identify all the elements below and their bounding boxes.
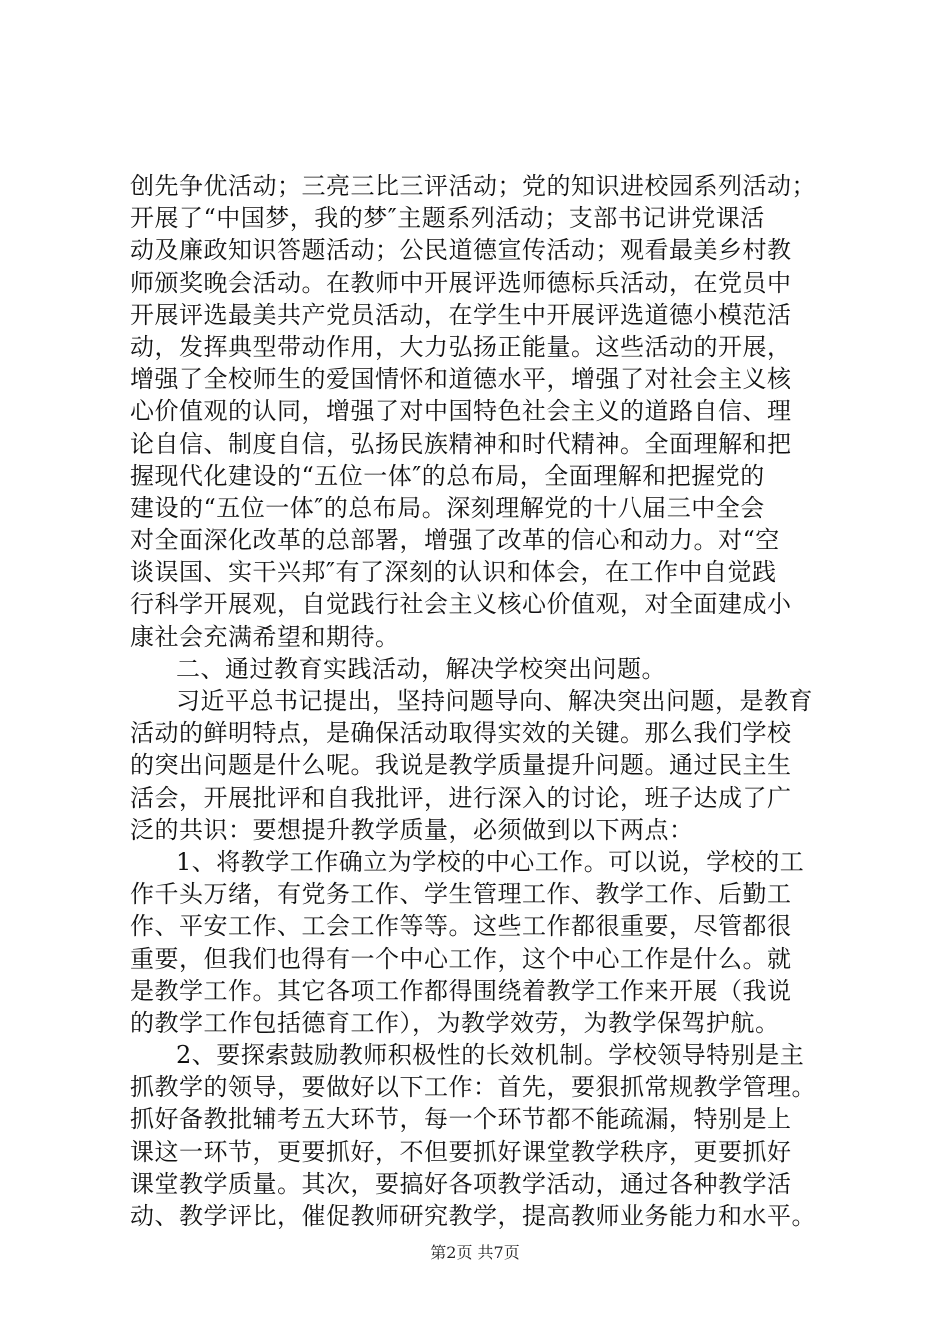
- text-line: 动，发挥典型带动作用，大力弘扬正能量。这些活动的开展，: [130, 332, 792, 361]
- text-line: 作千头万绪，有党务工作、学生管理工作、教学工作、后勤工: [130, 880, 792, 909]
- text-line: 对全面深化改革的总部署，增强了改革的信心和动力。对“空: [130, 526, 780, 555]
- text-line: 开展评选最美共产党员活动，在学生中开展评选道德小模范活: [130, 300, 792, 329]
- text-line: 行科学开展观，自觉践行社会主义核心价值观，对全面建成小: [130, 590, 792, 619]
- text-line: 开展了“中国梦，我的梦″主题系列活动；支部书记讲党课活: [130, 204, 765, 233]
- paragraph-start: 1、将教学工作确立为学校的中心工作。可以说，学校的工: [176, 847, 805, 876]
- text-line: 课这一环节，更要抓好，不但要抓好课堂教学秩序，更要抓好: [130, 1137, 792, 1166]
- paragraph-start: 习近平总书记提出，坚持问题导向、解决突出问题，是教育: [176, 687, 813, 715]
- text-line: 是教学工作。其它各项工作都得围绕着教学工作来开展（我说: [130, 976, 792, 1005]
- text-line: 重要，但我们也得有一个中心工作，这个中心工作是什么。就: [130, 944, 792, 973]
- text-line: 课堂教学质量。其次，要搞好各项教学活动，通过各种教学活: [130, 1169, 792, 1198]
- page-number-footer: 第2页 共7页: [430, 1243, 520, 1262]
- paragraph-start: 2、要探索鼓励教师积极性的长效机制。学校领导特别是主: [176, 1041, 805, 1070]
- text-line: 建设的“五位一体″的总布局。深刻理解党的十八届三中全会: [130, 493, 765, 522]
- text-line: 泛的共识：要想提升教学质量，必须做到以下两点：: [130, 815, 694, 844]
- section-heading: 二、通过教育实践活动，解决学校突出问题。: [176, 654, 666, 683]
- text-line: 康社会充满希望和期待。: [130, 622, 400, 651]
- text-line: 握现代化建设的“五位一体″的总布局，全面理解和把握党的: [130, 461, 765, 490]
- document-body: [130, 170, 850, 1232]
- text-line: 活动的鲜明特点，是确保活动取得实效的关键。那么我们学校: [130, 719, 792, 748]
- text-line: 创先争优活动；三亮三比三评活动；党的知识进校园系列活动；: [130, 172, 816, 200]
- text-line: 师颁奖晚会活动。在教师中开展评选师德标兵活动，在党员中: [130, 268, 792, 297]
- text-line: 的突出问题是什么呢。我说是教学质量提升问题。通过民主生: [130, 751, 792, 780]
- text-line: 抓好备教批辅考五大环节，每一个环节都不能疏漏，特别是上: [130, 1105, 792, 1134]
- text-line: 动、教学评比，催促教师研究教学，提高教师业务能力和水平。: [130, 1202, 816, 1230]
- text-line: 心价值观的认同，增强了对中国特色社会主义的道路自信、理: [130, 397, 792, 426]
- text-line: 动及廉政知识答题活动；公民道德宣传活动；观看最美乡村教: [130, 236, 792, 265]
- text-line: 作、平安工作、工会工作等等。这些工作都很重要，尽管都很: [130, 912, 792, 941]
- text-line: 活会，开展批评和自我批评，进行深入的讨论，班子达成了广: [130, 783, 792, 812]
- text-line: 抓教学的领导，要做好以下工作：首先，要狠抓常规教学管理。: [130, 1073, 816, 1102]
- text-line: 增强了全校师生的爱国情怀和道德水平，增强了对社会主义核: [130, 365, 792, 394]
- text-line: 论自信、制度自信，弘扬民族精神和时代精神。全面理解和把: [130, 429, 792, 458]
- text-line: 的教学工作包括德育工作），为教学效劳，为教学保驾护航。: [130, 1008, 780, 1037]
- text-line: 谈误国、实干兴邦″有了深刻的认识和体会，在工作中自觉践: [130, 558, 777, 587]
